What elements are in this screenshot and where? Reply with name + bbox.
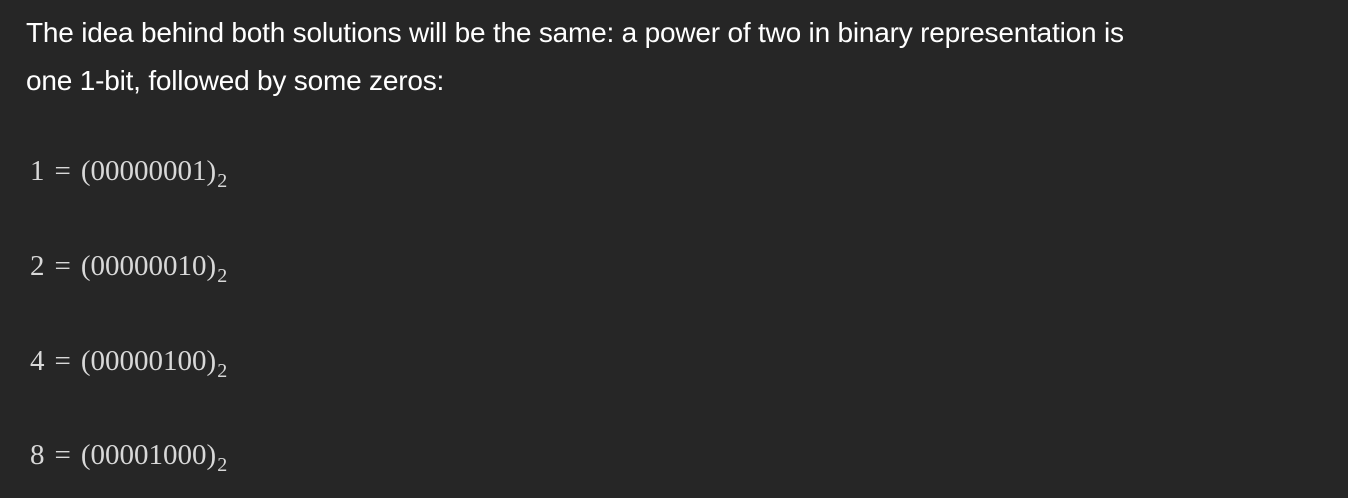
intro-line-1: The idea behind both solutions will be the same: a power of two in binary representation is: [26, 17, 1124, 48]
equation-1: [30, 154, 227, 191]
intro-paragraph: [26, 0, 1326, 105]
open-paren: (: [80, 155, 91, 187]
base-subscript: 2: [217, 170, 228, 192]
equation-2: [30, 249, 227, 286]
open-paren: (: [80, 439, 91, 471]
equals-sign: =: [54, 345, 71, 377]
equation-3: [30, 344, 227, 381]
base-subscript: 2: [217, 360, 228, 382]
equation-lhs: 4: [30, 345, 45, 377]
open-paren: (: [80, 345, 91, 377]
intro-line-2: one 1-bit, followed by some zeros:: [26, 65, 445, 96]
equals-sign: =: [54, 155, 71, 187]
binary-value: 00001000: [90, 439, 207, 471]
close-paren: ): [206, 439, 217, 471]
binary-value: 00000010: [90, 250, 207, 282]
equation-lhs: 2: [30, 250, 45, 282]
equation-4: [30, 438, 227, 475]
binary-value: 00000001: [90, 155, 207, 187]
close-paren: ): [206, 155, 217, 187]
equation-lhs: 8: [30, 439, 45, 471]
base-subscript: 2: [217, 265, 228, 287]
close-paren: ): [206, 345, 217, 377]
binary-value: 00000100: [90, 345, 207, 377]
base-subscript: 2: [217, 454, 228, 476]
open-paren: (: [80, 250, 91, 282]
equation-lhs: 1: [30, 155, 45, 187]
equals-sign: =: [54, 439, 71, 471]
equals-sign: =: [54, 250, 71, 282]
close-paren: ): [206, 250, 217, 282]
